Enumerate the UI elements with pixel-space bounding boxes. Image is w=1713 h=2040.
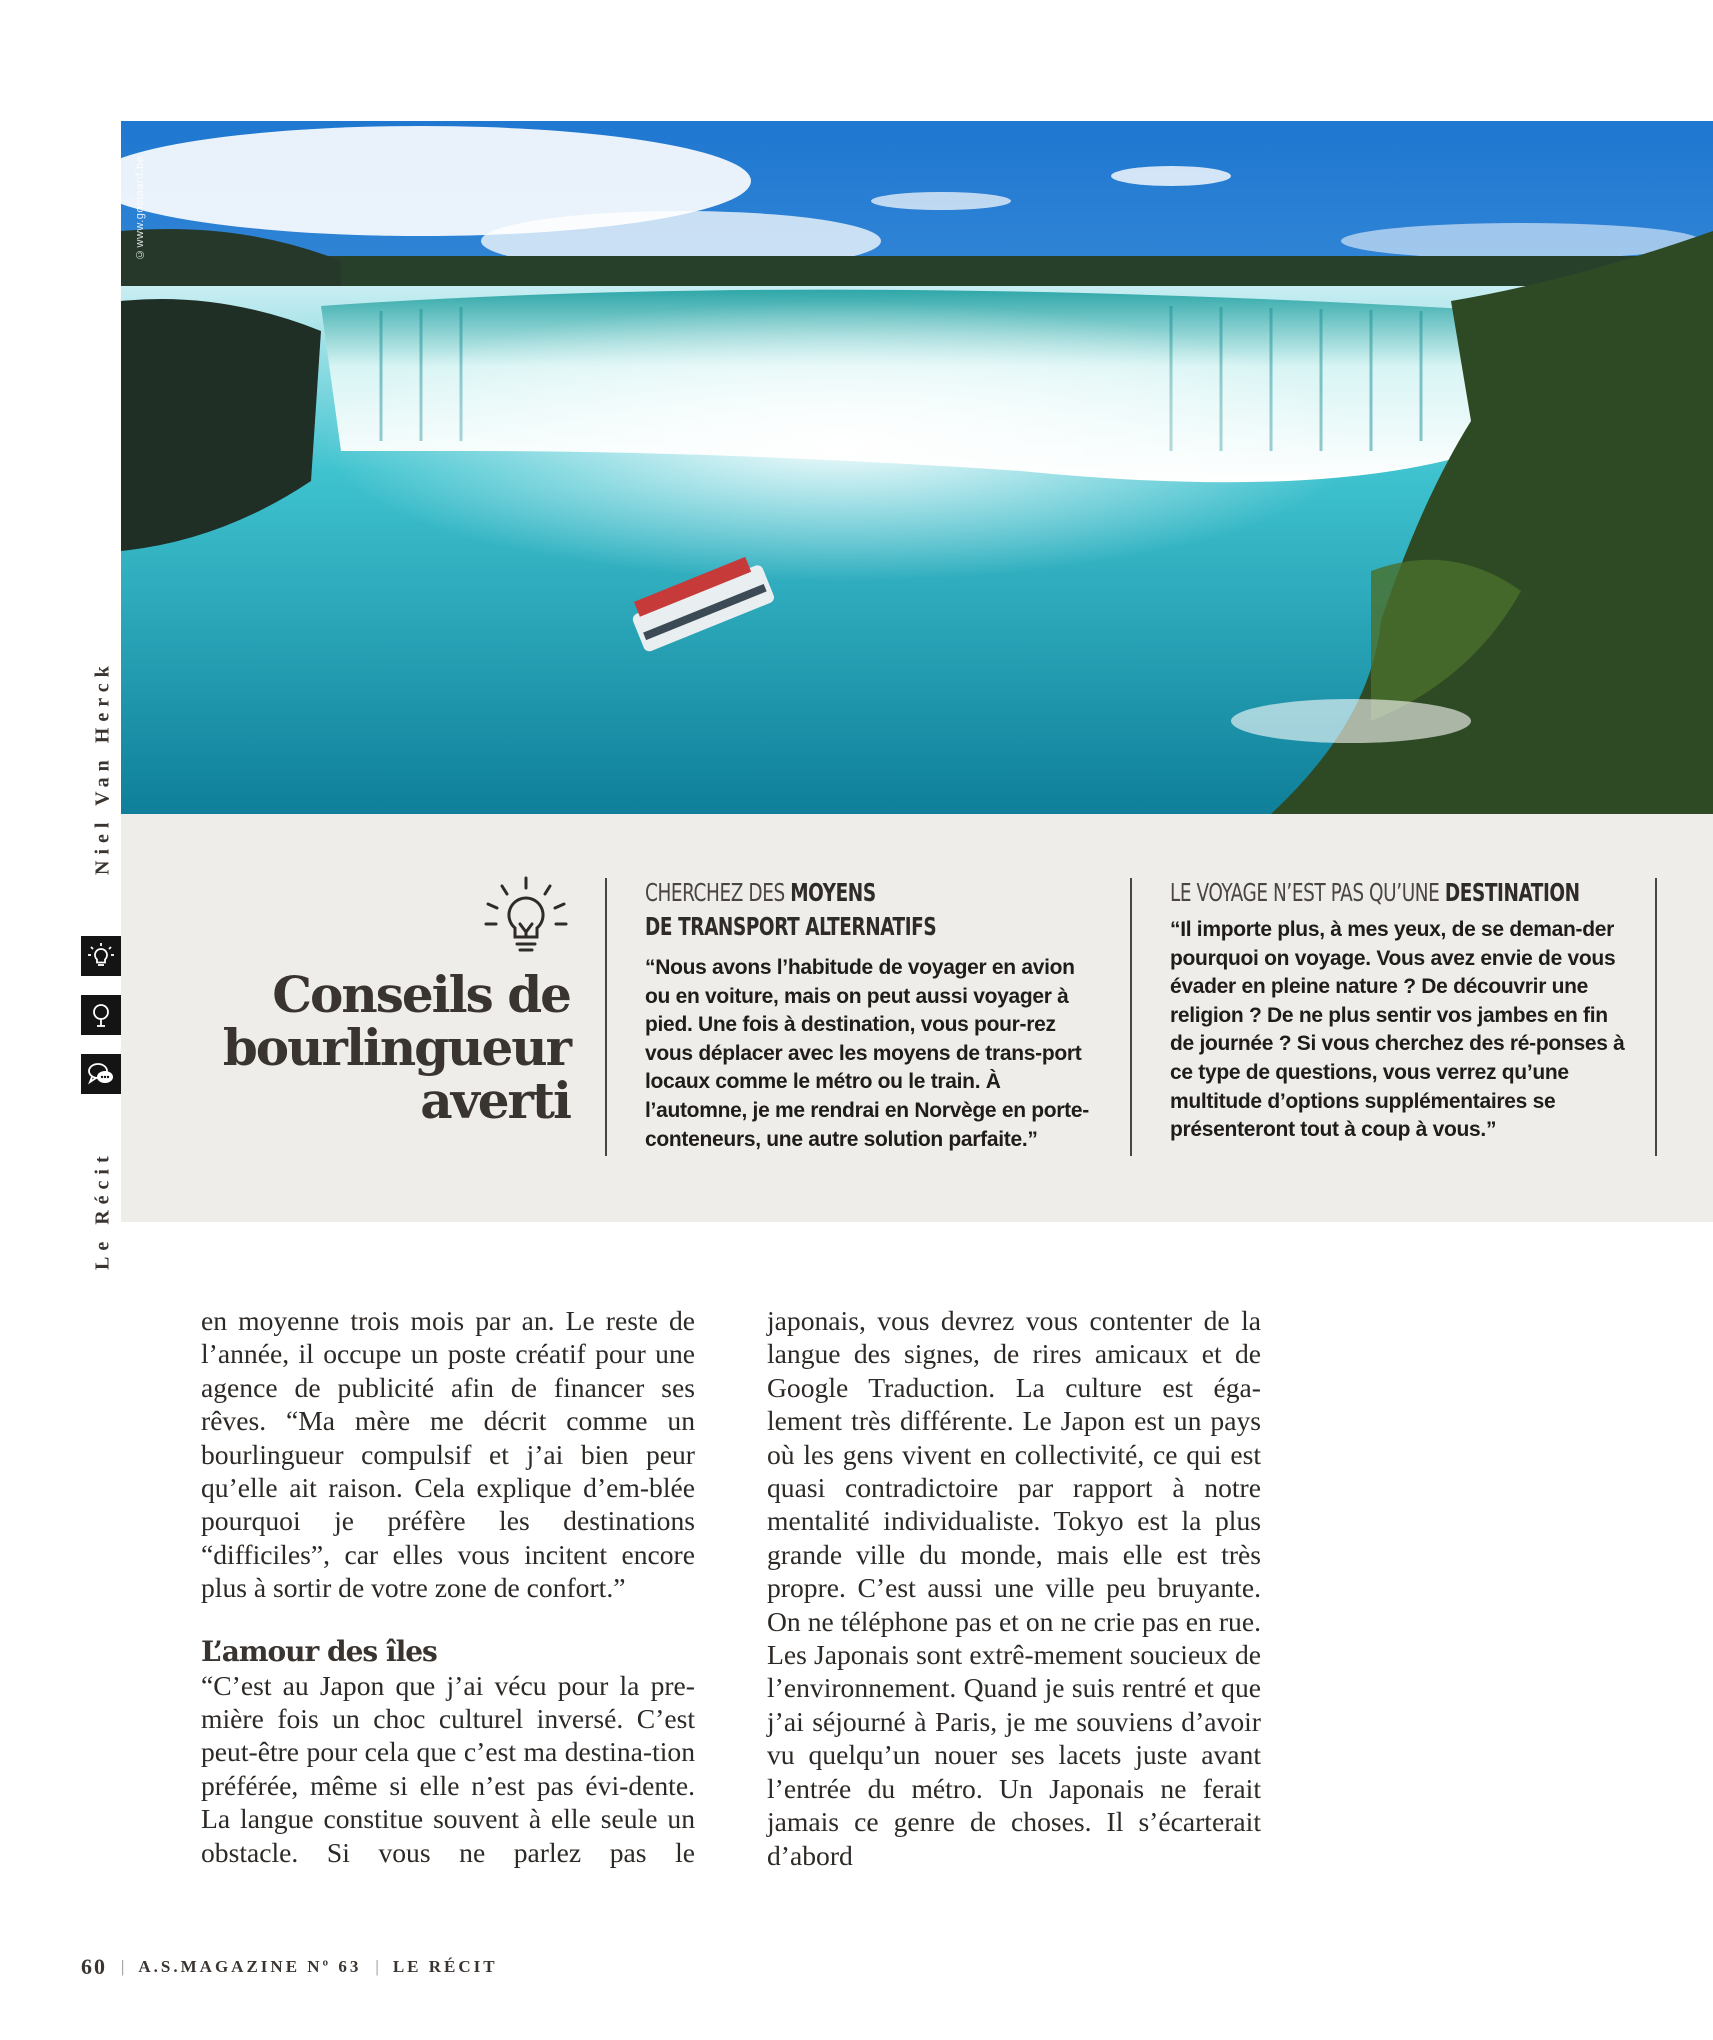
tips-title bbox=[160, 965, 570, 1130]
page-number: 60 bbox=[81, 1954, 107, 1979]
tip-body: “Nous avons l’habitude de voyager en avion ou en voiture, mais on peut aussi voyager à pied. Une fois à destination, vous pour-rez vous déplacer avec les moyens de trans-port locaux comme le métro ou le train. À l’automne, je me rendrai en Norvège en porte-conteneurs, une autre solution parfaite.” bbox=[645, 956, 1089, 1151]
tip-divider bbox=[1655, 878, 1657, 1156]
tip-heading-light: CHERCHEZ DES bbox=[645, 878, 791, 907]
tip-heading-bold: DE TRANSPORT ALTERNATIFS bbox=[645, 912, 937, 941]
map-pin-icon bbox=[81, 995, 121, 1035]
photo-credit: ©www.goolaard.be bbox=[134, 155, 146, 260]
page-footer bbox=[81, 1954, 498, 1980]
article-subhead: L’amour des îles bbox=[201, 1634, 437, 1668]
footer-separator: | bbox=[375, 1957, 379, 1976]
lightbulb-icon bbox=[81, 936, 121, 976]
tip-body: “Il importe plus, à mes yeux, de se deman-der pourquoi on voyage. Vous avez envie de vous évader en pleine nature ? De découvrir une religion ? De ne plus sentir vos jambes en fin de journée ? Si vous cherchez des ré-ponses à ce type de questions, vous verrez qu’une multitude d’options supplémentaires se présenteront tout à coup à vous.” bbox=[1170, 918, 1625, 1142]
tip-heading-bold: MOYENS bbox=[790, 878, 876, 907]
magazine-name: A.S.MAGAZINE Nº 63 bbox=[138, 1957, 362, 1976]
article-column-1 bbox=[201, 1304, 695, 1869]
tips-title-line: averti bbox=[420, 1071, 570, 1130]
tip-heading bbox=[1170, 876, 1580, 910]
tip-divider bbox=[1130, 878, 1132, 1156]
chat-bubbles-icon bbox=[81, 1054, 121, 1094]
footer-separator: | bbox=[121, 1957, 125, 1976]
footer-section: LE RÉCIT bbox=[392, 1957, 498, 1976]
tip-divider bbox=[605, 878, 607, 1156]
article-paragraph: japonais, vous devrez vous contenter de la langue des signes, de rires amicaux et de Google Traduction. La culture est éga-lement très différente. Le Japon est un pays où les gens vivent en collectivité, ce qui est quasi contradictoire par rapport à notre mentalité individualiste. Tokyo est la plus grande ville du monde, mais elle est très propre. C’est aussi une ville peu bruyante. On ne téléphone pas et on ne crie pas en rue. Les Japonais sont extrê-mement soucieux de l’environnement. Quand je suis rentré et que j’ai séjourné à Paris, je me souviens d’avoir vu quelqu’un nouer ses lacets juste avant l’entrée du métro. Un Japonais ne ferait jamais ce genre de choses. Il s’écarterait d’abord bbox=[767, 1305, 1261, 1871]
author-label: Niel Van Herck bbox=[91, 660, 114, 875]
tip-heading-bold: DESTINATION bbox=[1444, 878, 1580, 907]
tip-destination bbox=[1170, 876, 1625, 1145]
side-icons bbox=[81, 936, 121, 1113]
waterfall-photo bbox=[121, 121, 1713, 814]
article-paragraph: en moyenne trois mois par an. Le reste de l’année, il occupe un poste créatif pour une agence de publicité afin de financer ses rêves. “Ma mère me décrit comme un bourlingueur compulsif et j’ai bien peur qu’elle ait raison. Cela explique d’em-blée pourquoi je préfère les destinations “difficiles”, car elles vous incitent encore plus à sortir de votre zone de confort.” bbox=[201, 1305, 695, 1604]
tip-heading bbox=[645, 876, 1018, 944]
article-paragraph: “C’est au Japon que j’ai vécu pour la pre-mière fois un choc culturel inversé. C’est peut-être pour cela que c’est ma destina-tion préférée, même si elle n’est pas évi-dente. La langue constitue souvent à elle seule un obstacle. Si vous ne parlez pas le bbox=[201, 1669, 695, 1868]
tips-title-line: bourlingueur bbox=[222, 1018, 570, 1077]
tips-title-line: Conseils de bbox=[272, 965, 570, 1024]
waterfall-illustration bbox=[121, 121, 1713, 814]
section-label: Le Récit bbox=[91, 1150, 114, 1270]
tip-heading-light: LE VOYAGE N’EST PAS QU’UNE bbox=[1170, 878, 1445, 907]
lightbulb-icon bbox=[480, 874, 572, 966]
article-column-2 bbox=[767, 1304, 1261, 1872]
tip-transport bbox=[645, 876, 1100, 1154]
